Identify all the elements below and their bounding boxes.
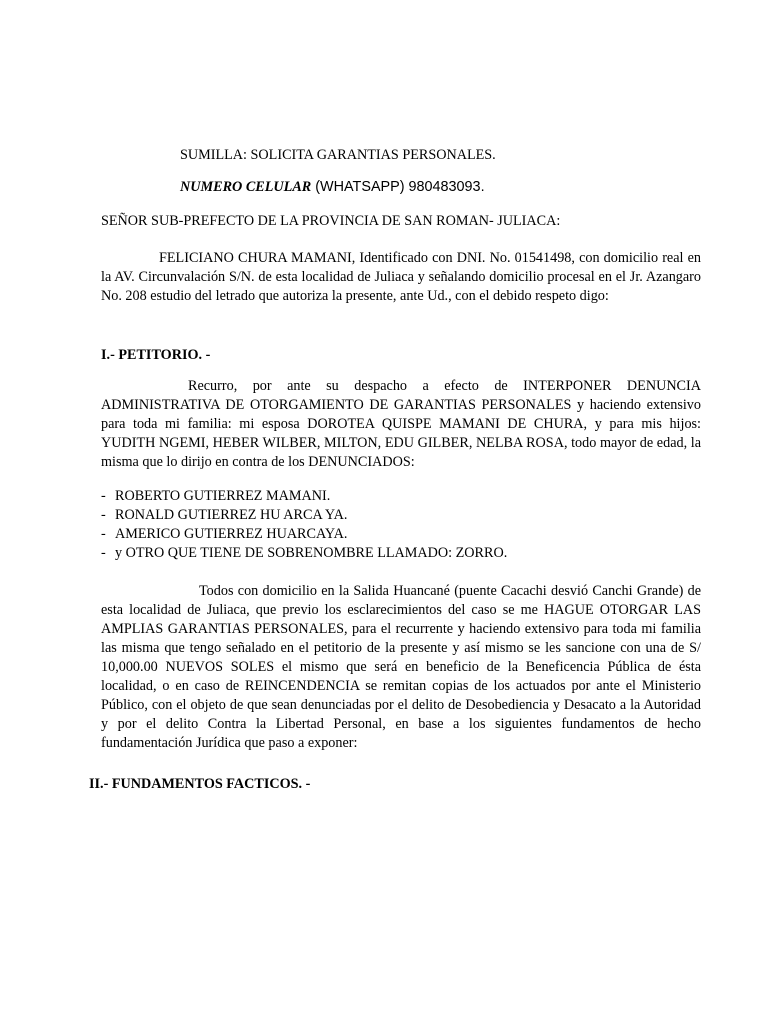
denunciados-list bbox=[101, 487, 507, 563]
list-item bbox=[101, 525, 507, 544]
list-marker: - bbox=[101, 488, 106, 504]
petitorio-paragraph: Recurro, por ante su despacho a efecto de INTERPONER DENUNCIA ADMINISTRATIVA DE OTORGAMIENTO DE GARANTIAS PERSONALES y haciendo extensivo para toda mi familia: mi esposa DOROTEA QUISPE MAMANI DE CHURA, y para mis hijos: YUDITH NGEMI, HEBER WILBER, MILTON, EDU GILBER, NELBA ROSA, todo mayor de edad, la misma que lo dirijo en contra de los DENUNCIADOS: bbox=[101, 378, 701, 470]
intro-paragraph: FELICIANO CHURA MAMANI, Identificado con DNI. No. 01541498, con domicilio real en la AV. Circunvalación S/N. de esta localidad de Juliaca y señalando domicilio procesal en el Jr. Azangaro No. 208 estudio del letrado que autoriza la presente, ante Ud., con el debido respeto digo: bbox=[101, 250, 701, 304]
phone-number-line bbox=[180, 178, 485, 197]
list-marker: - bbox=[101, 507, 106, 523]
list-item-text: AMERICO GUTIERREZ HUARCAYA. bbox=[115, 526, 348, 542]
list-item-text: RONALD GUTIERREZ HU ARCA YA. bbox=[115, 507, 348, 523]
list-item-text: ROBERTO GUTIERREZ MAMANI. bbox=[115, 488, 331, 504]
list-item bbox=[101, 506, 507, 525]
list-marker: - bbox=[101, 545, 106, 561]
phone-label: NUMERO CELULAR bbox=[180, 179, 312, 195]
list-item bbox=[101, 544, 507, 563]
addressee-line: SEÑOR SUB-PREFECTO DE LA PROVINCIA DE SAN ROMAN- JULIACA: bbox=[101, 213, 561, 229]
phone-value: (WHATSAPP) 980483093. bbox=[311, 179, 485, 195]
list-item bbox=[101, 487, 507, 506]
list-item-text: y OTRO QUE TIENE DE SOBRENOMBRE LLAMADO: ZORRO. bbox=[115, 545, 508, 561]
sumilla-line: SUMILLA: SOLICITA GARANTIAS PERSONALES. bbox=[180, 147, 496, 163]
section-heading-fundamentos: II.- FUNDAMENTOS FACTICOS. - bbox=[89, 776, 311, 792]
list-marker: - bbox=[101, 526, 106, 542]
todos-paragraph: Todos con domicilio en la Salida Huancané (puente Cacachi desvió Canchi Grande) de esta localidad de Juliaca, que previo los esclarecimientos del caso se me HAGUE OTORGAR LAS AMPLIAS GARANTIAS PERSONALES, para el recurrente y haciendo extensivo para toda mi familia las misma que tengo señalado en el petitorio de la presente y así mismo se les sancione con una de S/ 10,000.00 NUEVOS SOLES el mismo que será en beneficio de la Beneficencia Pública de ésta localidad, o en caso de REINCENDENCIA se remitan copias de los actuados por ante el Ministerio Público, con el objeto de que sean denunciadas por el delito de Desobediencia y Desacato a la Autoridad y por el delito Contra la Libertad Personal, en base a los siguientes fundamentos de hecho fundamentación Jurídica que paso a exponer: bbox=[101, 583, 701, 751]
section-heading-petitorio: I.- PETITORIO. - bbox=[101, 347, 211, 363]
